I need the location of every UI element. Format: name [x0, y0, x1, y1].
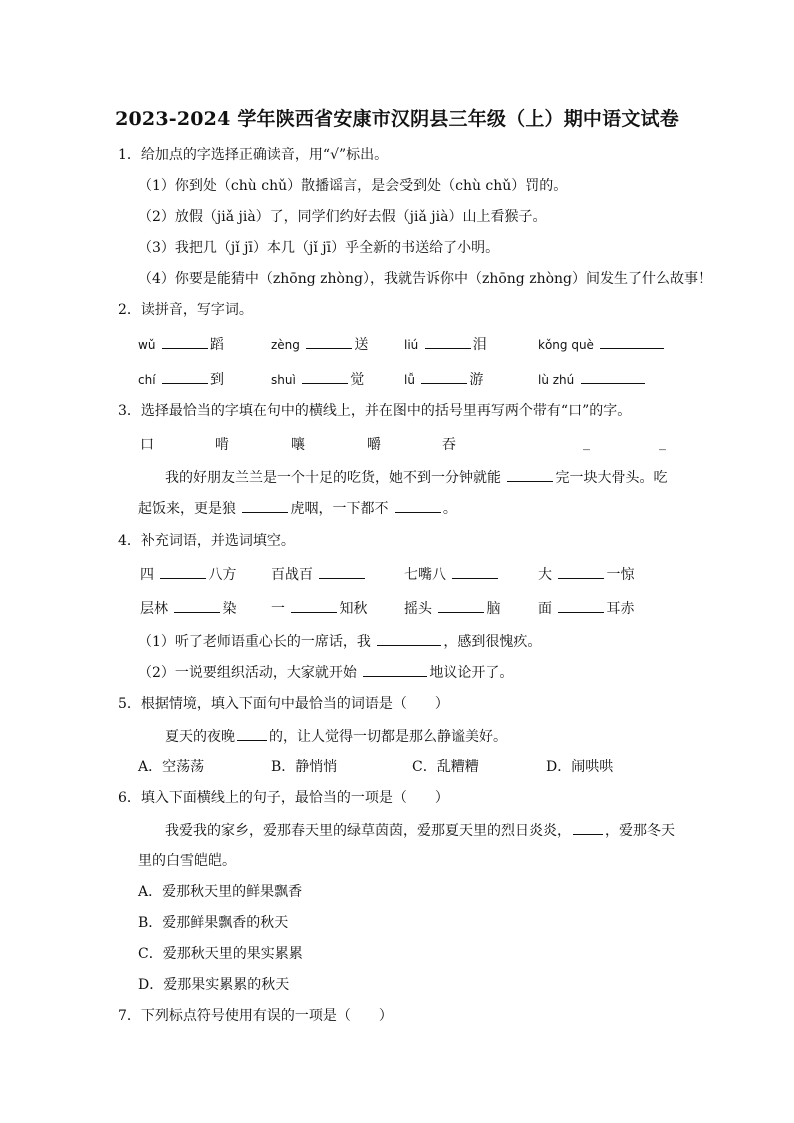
pinyin-label: zèng [271, 338, 300, 352]
sentence-text: ，感到很愧疚。 [443, 634, 542, 650]
q3-stem: 3．选择最恰当的字填在句中的横线上，并在图中的括号里再写两个带有“口”的字。 [118, 403, 632, 419]
q5-option-c[interactable]: C．乱糟糟 [412, 759, 479, 775]
q6-option-c[interactable]: C．爱那秋天里的果实累累 [138, 946, 303, 962]
idiom-prefix: 四 [140, 567, 154, 583]
passage-text: 起饭来，更是狼 [138, 501, 236, 517]
pinyin-label: wǔ [138, 338, 156, 352]
answer-blank[interactable] [558, 564, 604, 579]
q4-sentence-2 [138, 662, 513, 683]
answer-blank[interactable] [162, 369, 208, 384]
sentence-text: （1）听了老师语重心长的一席话，我 [138, 634, 371, 650]
idiom-prefix: 面 [538, 601, 552, 617]
answer-blank[interactable] [507, 467, 553, 482]
answer-blank[interactable] [558, 598, 604, 613]
q2-word-zeng [271, 334, 368, 355]
idiom-suffix: 耳赤 [606, 601, 635, 617]
q6-sentence-line-1 [165, 820, 675, 841]
q2-word-wu [138, 334, 224, 355]
q3-char-jiao: 嚼 [367, 437, 381, 453]
q6-stem: 6．填入下面横线上的句子，最恰当的一项是（ ） [118, 790, 449, 806]
sentence-text: ，爱那冬天 [605, 823, 675, 839]
q2-word-lv [404, 369, 483, 390]
answer-blank[interactable] [425, 334, 471, 349]
q1-item-3: （3）我把几（jǐ jī）本几（jǐ jī）乎全新的书送给了小明。 [138, 240, 500, 256]
q6-sentence-line-2: 里的白雪皑皑。 [138, 853, 236, 869]
word-suffix: 觉 [350, 372, 365, 388]
idiom-prefix: 层林 [140, 601, 168, 617]
q5-option-d[interactable]: D．闹哄哄 [546, 759, 614, 775]
q5-sentence [165, 726, 507, 747]
idiom-prefix: 百战百 [271, 567, 313, 583]
q5-option-a[interactable]: A．空荡荡 [138, 759, 205, 775]
q2-word-kongque [538, 334, 666, 355]
answer-blank[interactable] [581, 369, 645, 384]
q4-idiom-1 [140, 564, 236, 585]
answer-blank[interactable] [600, 334, 664, 349]
q4-idiom-6 [271, 598, 367, 619]
idiom-suffix: 脑 [486, 601, 501, 617]
word-suffix: 泪 [472, 337, 487, 353]
answer-blank[interactable] [319, 564, 365, 579]
idiom-prefix: 摇头 [404, 601, 432, 617]
answer-blank[interactable] [377, 631, 441, 646]
q2-stem: 2．读拼音，写字词。 [118, 302, 253, 318]
q1-item-4: （4）你要是能猜中（zhōng zhòng），我就告诉你中（zhōng zhòng）间发生了什么故事！ [138, 271, 713, 287]
answer-blank[interactable] [291, 598, 337, 613]
pinyin-label: liú [404, 338, 419, 352]
sentence-text: （2）一说要组织活动，大家就开始 [138, 665, 357, 681]
idiom-suffix: 知秋 [339, 601, 368, 617]
q1-item-2: （2）放假（jiǎ jià）了，同学们约好去假（jiǎ jià）山上看猴子。 [138, 209, 547, 225]
q4-idiom-2 [271, 564, 367, 585]
q4-idiom-5 [140, 598, 236, 619]
word-suffix: 游 [469, 372, 484, 388]
q6-option-b[interactable]: B．爱那鲜果飘香的秋天 [138, 915, 289, 931]
q3-char-tun: 吞 [442, 437, 456, 453]
answer-blank[interactable] [421, 369, 467, 384]
passage-text: 虎咽，一下都不 [290, 501, 389, 517]
pinyin-label: lù zhú [538, 373, 575, 387]
q4-idiom-7 [404, 598, 500, 619]
q4-idiom-8 [538, 598, 634, 619]
q2-word-liu [404, 334, 487, 355]
q5-option-b[interactable]: B．静悄悄 [271, 759, 338, 775]
answer-blank[interactable] [174, 598, 220, 613]
passage-text: 完一块大骨头。吃 [555, 470, 668, 486]
answer-blank[interactable] [237, 726, 267, 741]
q3-passage-line-2 [138, 498, 457, 519]
answer-blank[interactable] [363, 662, 427, 677]
q4-stem: 4．补充词语，并选词填空。 [118, 533, 295, 549]
q3-char-rang: 嚷 [291, 437, 305, 453]
q6-option-a[interactable]: A．爱那秋天里的鲜果飘香 [138, 884, 303, 900]
q3-blank-2[interactable]: _ [659, 435, 666, 451]
pinyin-label: kǒng què [538, 338, 594, 352]
answer-blank[interactable] [162, 334, 208, 349]
idiom-prefix: 大 [538, 567, 552, 583]
sentence-text: 我爱我的家乡，爱那春天里的绿草茵茵，爱那夏天里的烈日炎炎， [165, 823, 571, 839]
word-suffix: 到 [210, 372, 224, 388]
sentence-text: 夏天的夜晚 [165, 729, 235, 745]
answer-blank[interactable] [306, 334, 352, 349]
q2-word-shui [271, 369, 364, 390]
idiom-suffix: 染 [222, 601, 237, 617]
answer-blank[interactable] [242, 498, 288, 513]
q4-idiom-4 [538, 564, 634, 585]
q4-idiom-3 [404, 564, 500, 585]
answer-blank[interactable] [452, 564, 498, 579]
idiom-suffix: 八方 [208, 567, 237, 583]
sentence-text: 地议论开了。 [429, 665, 514, 681]
word-suffix: 送 [354, 337, 369, 353]
answer-blank[interactable] [302, 369, 348, 384]
answer-blank[interactable] [573, 820, 603, 835]
q1-stem: 1．给加点的字选择正确读音，用“√”标出。 [118, 147, 389, 163]
idiom-suffix: 一惊 [606, 567, 635, 583]
answer-blank[interactable] [438, 598, 484, 613]
q2-word-luzhu [538, 369, 647, 390]
q3-passage-line-1 [165, 467, 667, 488]
answer-blank[interactable] [395, 498, 441, 513]
q3-char-ken: 啃 [215, 437, 229, 453]
idiom-prefix: 七嘴八 [404, 567, 446, 583]
q3-char-kou: 口 [140, 437, 154, 453]
word-suffix: 蹈 [209, 337, 224, 353]
pinyin-label: lǚ [404, 373, 415, 387]
pinyin-label: shuì [271, 373, 296, 387]
answer-blank[interactable] [160, 564, 206, 579]
sentence-text: 的，让人觉得一切都是那么静谧美好。 [269, 729, 507, 745]
q1-item-1: （1）你到处（chù chǔ）散播谣言，是会受到处（chù chǔ）罚的。 [138, 178, 568, 194]
idiom-prefix: 一 [271, 601, 285, 617]
passage-text: 我的好朋友兰兰是一个十足的吃货，她不到一分钟就能 [165, 470, 501, 486]
q2-word-chi [138, 369, 224, 390]
q5-stem: 5．根据情境，填入下面句中最恰当的词语是（ ） [118, 696, 449, 712]
page-title: 2023-2024 学年陕西省安康市汉阴县三年级（上）期中语文试卷 [115, 108, 679, 130]
q3-blank-1[interactable]: _ [583, 435, 590, 451]
q6-option-d[interactable]: D．爱那果实累累的秋天 [138, 977, 290, 993]
passage-text: 。 [442, 501, 457, 517]
pinyin-label: chí [138, 373, 156, 387]
q7-stem: 7．下列标点符号使用有误的一项是（ ） [118, 1008, 393, 1024]
q4-sentence-1 [138, 631, 541, 652]
